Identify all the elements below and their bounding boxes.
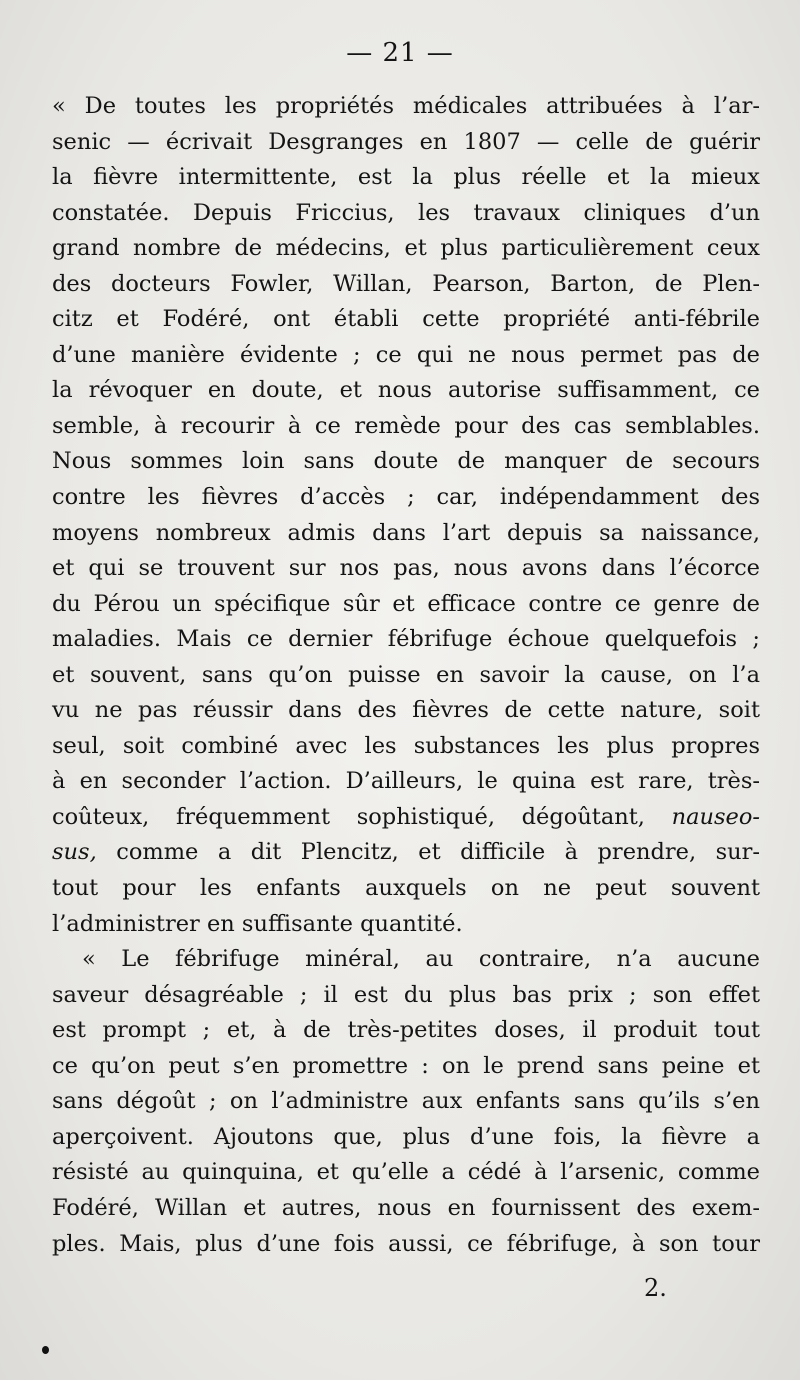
text-line: et souvent, sans qu’on puisse en savoir la cause, on l’a (52, 661, 760, 688)
text-line: des docteurs Fowler, Willan, Pearson, Barton, de Plen- (52, 270, 760, 297)
text-line: sans dégoût ; on l’administre aux enfants sans qu’ils s’en (52, 1088, 760, 1115)
text-line: contre les fièvres d’accès ; car, indépendamment des (52, 484, 760, 511)
text-line: et qui se trouvent sur nos pas, nous avons dans l’écorce (52, 555, 760, 582)
text-line: à en seconder l’action. D’ailleurs, le quina est rare, très- (52, 768, 760, 795)
text-line: ce qu’on peut s’en promettre : on le prend sans peine et (52, 1052, 760, 1079)
text-line: résisté au quinquina, et qu’elle a cédé à l’arsenic, comme (52, 1159, 760, 1186)
text-line: ples. Mais, plus d’une fois aussi, ce fébrifuge, à son tour (52, 1230, 760, 1257)
text-line: vu ne pas réussir dans des fièvres de cette nature, soit (52, 697, 760, 724)
text-line: moyens nombreux admis dans l’art depuis sa naissance, (52, 519, 760, 546)
text-line: « De toutes les propriétés médicales attribuées à l’ar- (52, 93, 760, 119)
ink-speck (42, 1346, 49, 1354)
text-segment: coûteux, fréquemment sophistiqué, dégoûtant, (52, 803, 645, 830)
text-line: citz et Fodéré, ont établi cette propriété anti-fébrile (52, 306, 760, 333)
italic-word: sus, (52, 839, 97, 866)
text-line-with-italic (52, 835, 760, 871)
text-line: est prompt ; et, à de très-petites doses, il produit tout (52, 1017, 760, 1044)
body-text (52, 89, 760, 1262)
text-line: aperçoivent. Ajoutons que, plus d’une fois, la fièvre a (52, 1123, 760, 1150)
text-line: « Le fébrifuge minéral, au contraire, n’a aucune (82, 946, 760, 973)
text-line: saveur désagréable ; il est du plus bas prix ; son effet (52, 981, 760, 1008)
text-line: la révoquer en doute, et nous autorise suffisamment, ce (52, 377, 760, 404)
text-line: l’administrer en suffisante quantité. (52, 910, 463, 937)
text-line: Fodéré, Willan et autres, nous en fournissent des exem- (52, 1194, 760, 1221)
text-line: du Pérou un spécifique sûr et efficace contre ce genre de (52, 590, 760, 617)
text-line: tout pour les enfants auxquels on ne peut souvent (52, 875, 760, 902)
signature-mark: 2. (644, 1274, 667, 1302)
text-line: Nous sommes loin sans doute de manquer de secours (52, 448, 760, 475)
text-line-with-italic (52, 800, 760, 836)
text-line: maladies. Mais ce dernier fébrifuge échoue quelquefois ; (52, 626, 760, 653)
text-segment: comme a dit Plencitz, et difficile à prendre, sur- (116, 839, 760, 866)
text-line: seul, soit combiné avec les substances les plus propres (52, 732, 760, 759)
text-line: senic — écrivait Desgranges en 1807 — celle de guérir (52, 128, 760, 155)
italic-word: nauseo- (671, 803, 760, 830)
page-number: — 21 — (346, 38, 454, 68)
text-line: la fièvre intermittente, est la plus réelle et la mieux (52, 164, 760, 191)
text-line: grand nombre de médecins, et plus particulièrement ceux (52, 235, 760, 262)
text-line: constatée. Depuis Friccius, les travaux cliniques d’un (52, 199, 760, 226)
text-line: semble, à recourir à ce remède pour des cas semblables. (52, 412, 760, 439)
text-line: d’une manière évidente ; ce qui ne nous permet pas de (52, 341, 760, 368)
